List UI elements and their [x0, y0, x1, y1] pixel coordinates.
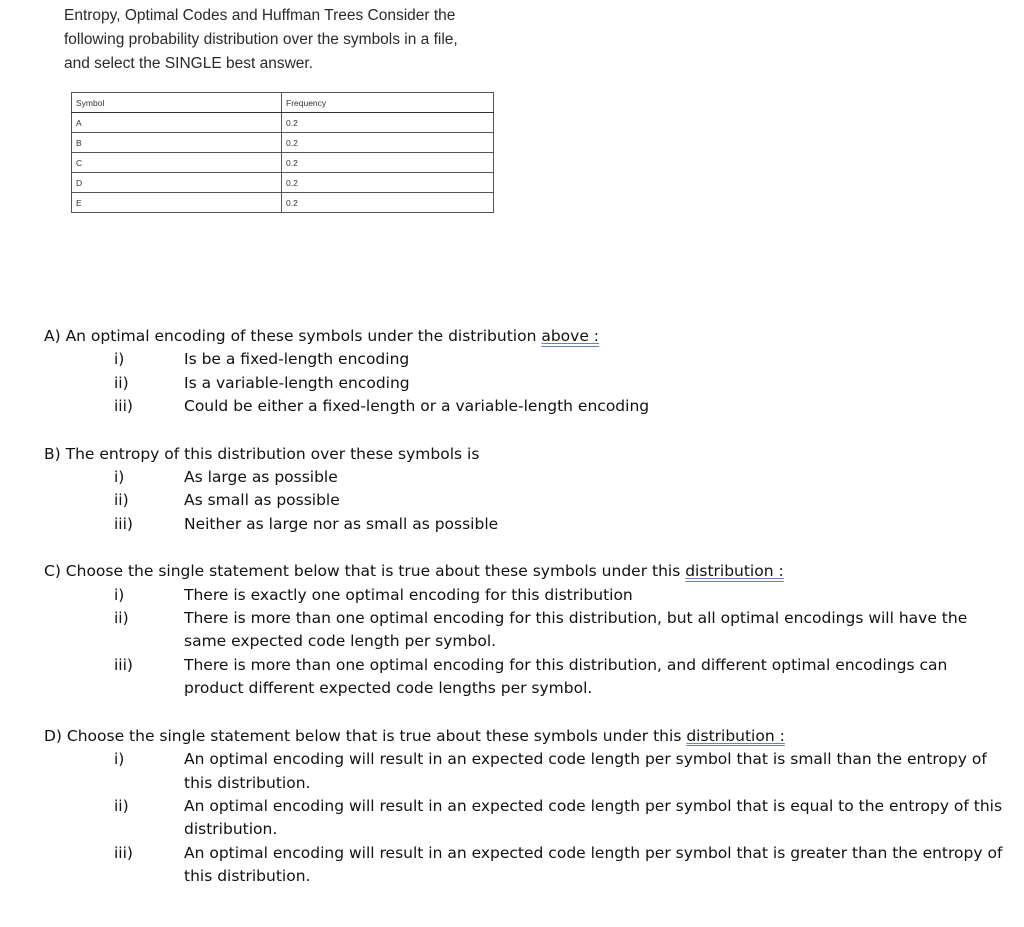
question-prompt — [44, 725, 1004, 748]
option-number: i) — [114, 350, 125, 369]
option-number: ii) — [114, 609, 129, 628]
intro-line: Entropy, Optimal Codes and Huffman Trees Consider the — [64, 7, 456, 24]
option-text: Is a variable-length encoding — [184, 373, 410, 392]
frequency-cell: 0.2 — [282, 133, 494, 153]
option-text: Neither as large nor as small as possible — [184, 514, 499, 533]
answer-option — [44, 607, 1004, 654]
intro-text — [64, 4, 524, 76]
question-c — [44, 560, 1004, 700]
question-prompt-link: distribution : — [686, 726, 785, 745]
question-prompt-text: C) Choose the single statement below that is true about these symbols under this — [44, 562, 681, 581]
frequency-cell: 0.2 — [282, 153, 494, 173]
option-number: i) — [114, 468, 125, 487]
symbol-cell: A — [72, 113, 282, 133]
answer-option — [44, 584, 1004, 607]
frequency-cell: 0.2 — [282, 113, 494, 133]
option-number: ii) — [114, 796, 129, 815]
frequency-cell: 0.2 — [282, 173, 494, 193]
option-number: iii) — [114, 843, 133, 862]
question-b — [44, 443, 1004, 537]
option-number: iii) — [114, 397, 133, 416]
answer-option — [44, 795, 1004, 842]
option-text: Is be a fixed-length encoding — [184, 350, 410, 369]
question-prompt-text: D) Choose the single statement below that is true about these symbols under this — [44, 726, 682, 745]
question-prompt — [44, 443, 1004, 466]
intro-line: following probability distribution over the symbols in a file, — [64, 31, 458, 48]
question-prompt-text: B) The entropy of this distribution over these symbols is — [44, 444, 480, 463]
option-number: iii) — [114, 655, 133, 674]
symbol-cell: B — [72, 133, 282, 153]
question-a — [44, 325, 1004, 419]
answer-option — [44, 466, 1004, 489]
option-number: ii) — [114, 491, 129, 510]
option-text: As large as possible — [184, 468, 338, 487]
answer-option — [44, 395, 1004, 418]
symbol-cell: D — [72, 173, 282, 193]
option-text: An optimal encoding will result in an expected code length per symbol that is small than the entropy of this distribution. — [184, 750, 987, 792]
question-prompt — [44, 325, 1004, 348]
option-text: There is more than one optimal encoding for this distribution, and different optimal encodings can product different expected code lengths per symbol. — [184, 655, 948, 698]
question-prompt-text: A) An optimal encoding of these symbols under the distribution — [44, 327, 537, 345]
question-prompt-link: above : — [541, 327, 600, 345]
symbol-cell: E — [72, 193, 282, 213]
answer-option — [44, 748, 1004, 795]
option-text: An optimal encoding will result in an expected code length per symbol that is greater than the entropy of this distribution. — [184, 843, 1003, 886]
frequency-cell: 0.2 — [282, 193, 494, 213]
frequency-table — [71, 92, 494, 213]
option-text: There is more than one optimal encoding for this distribution, but all optimal encodings will have the same expected code length per symbol. — [184, 609, 968, 651]
table-row — [72, 113, 494, 133]
table-row — [72, 133, 494, 153]
answer-option — [44, 654, 1004, 701]
option-text: As small as possible — [184, 491, 340, 510]
symbol-column-header: Symbol — [72, 93, 282, 113]
symbol-cell: C — [72, 153, 282, 173]
option-number: ii) — [114, 373, 129, 392]
answer-option — [44, 513, 1004, 536]
questions-list — [44, 325, 1004, 889]
answer-option — [44, 489, 1004, 512]
table-row — [72, 193, 494, 213]
option-text: An optimal encoding will result in an expected code length per symbol that is equal to the entropy of this distribution. — [184, 796, 1003, 839]
answer-option — [44, 842, 1004, 889]
table-row — [72, 173, 494, 193]
answer-option — [44, 348, 1004, 371]
table-row — [72, 153, 494, 173]
frequency-column-header: Frequency — [282, 93, 494, 113]
option-number: i) — [114, 585, 125, 604]
question-prompt-link: distribution : — [685, 562, 784, 581]
option-text: There is exactly one optimal encoding for this distribution — [184, 585, 633, 604]
option-text: Could be either a fixed-length or a variable-length encoding — [184, 397, 650, 416]
table-header-row — [72, 93, 494, 113]
intro-line: and select the SINGLE best answer. — [64, 55, 313, 72]
answer-option — [44, 372, 1004, 395]
question-d — [44, 725, 1004, 889]
question-prompt — [44, 560, 1004, 583]
option-number: iii) — [114, 514, 133, 533]
option-number: i) — [114, 750, 125, 769]
